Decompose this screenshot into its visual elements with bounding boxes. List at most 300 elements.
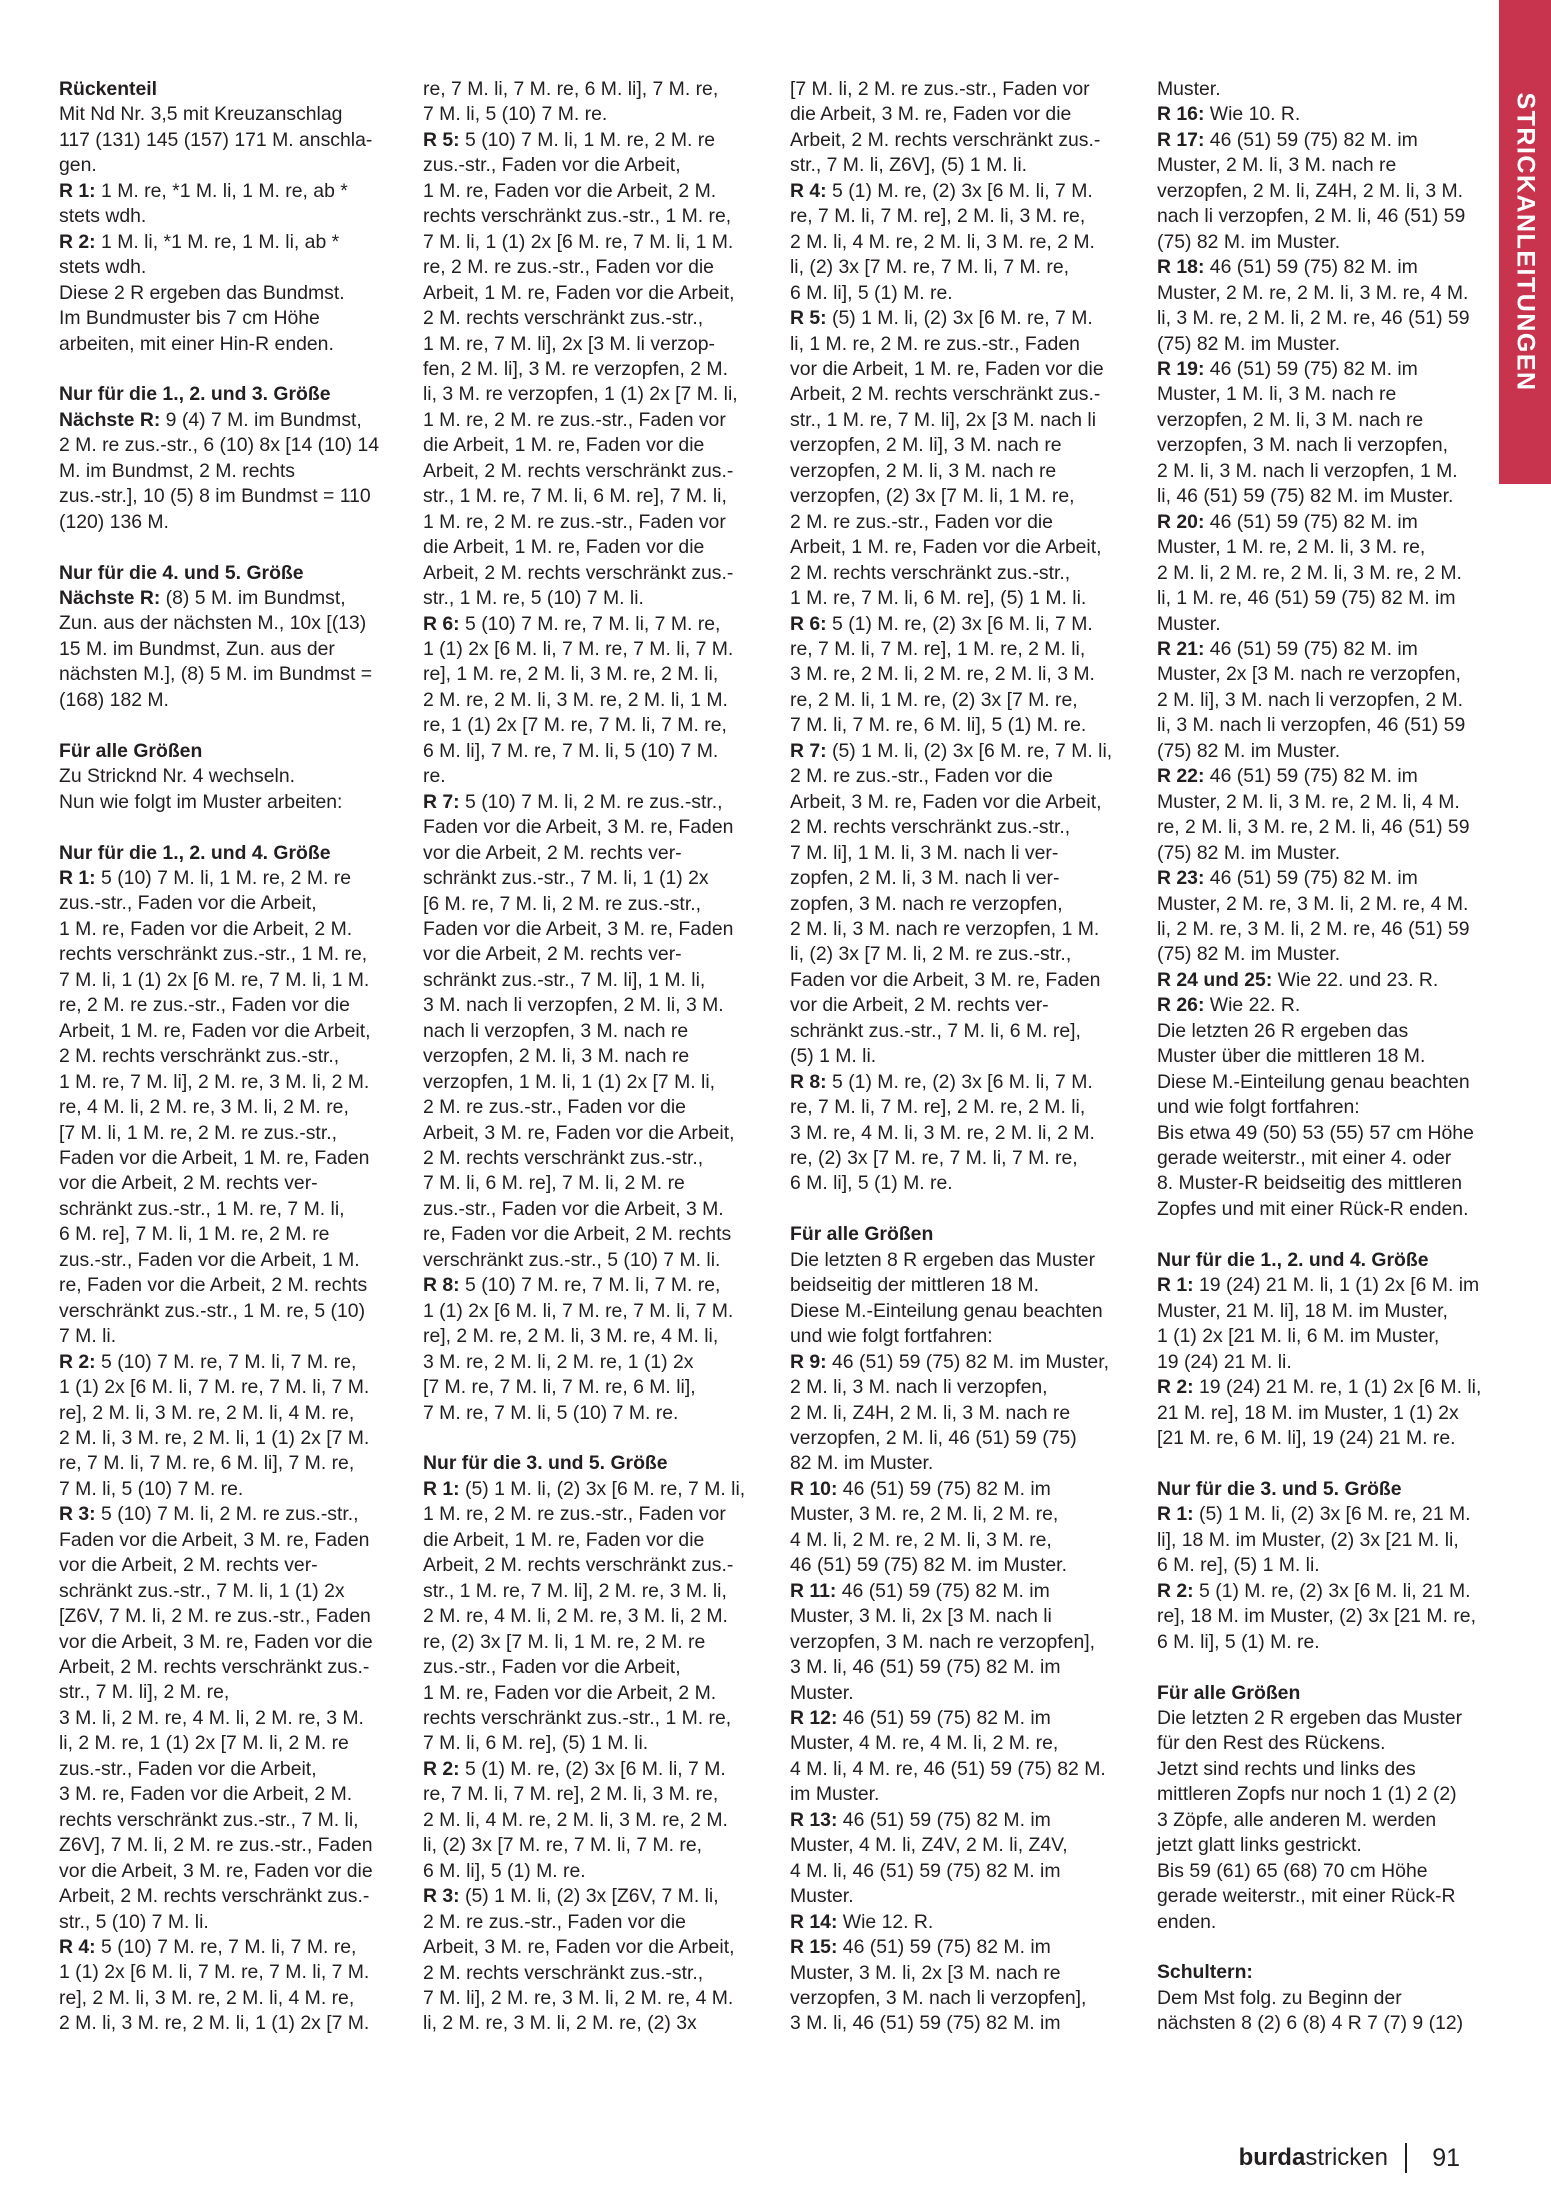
text-line: 1 (1) 2x [6 M. li, 7 M. re, 7 M. li, 7 M. xyxy=(59,1961,370,1984)
text-line: Bis 59 (61) 65 (68) 70 cm Höhe xyxy=(1157,1859,1428,1882)
text-line: Im Bundmuster bis 7 cm Höhe xyxy=(59,307,320,330)
text-line: 21 M. re], 18 M. im Muster, 1 (1) 2x xyxy=(1157,1401,1459,1424)
text-line: 3 Zöpfe, alle anderen M. werden xyxy=(1157,1808,1437,1831)
text-line: 2 M. re, 4 M. li, 2 M. re, 3 M. li, 2 M. xyxy=(423,1605,728,1628)
text-line: re], 2 M. li, 3 M. re, 2 M. li, 4 M. re, xyxy=(59,1986,355,2009)
text-line: mittleren Zopfs nur noch 1 (1) 2 (2) xyxy=(1157,1783,1457,1806)
row-text: 5 (1) M. re, (2) 3x [6 M. li, 7 M. xyxy=(826,179,1093,202)
section-heading: Für alle Größen xyxy=(790,1223,934,1246)
text-line: 7 M. li, 6 M. re], (5) 1 M. li. xyxy=(423,1732,649,1755)
row-label: R 3: xyxy=(423,1885,460,1908)
text-line: verschränkt zus.-str., 5 (10) 7 M. li. xyxy=(423,1248,721,1271)
text-line: (75) 82 M. im Muster. xyxy=(1157,332,1341,355)
row-text: 1 M. li, *1 M. re, 1 M. li, ab * xyxy=(95,230,340,253)
text-line: nach li verzopfen, 3 M. nach re xyxy=(423,1019,689,1042)
row-label: R 18: xyxy=(1157,256,1205,279)
row-text: 19 (24) 21 M. re, 1 (1) 2x [6 M. li, xyxy=(1193,1376,1482,1399)
text-line: verzopfen, (2) 3x [7 M. li, 1 M. re, xyxy=(790,485,1075,508)
text-line: enden. xyxy=(1157,1910,1217,1933)
text-line: Muster über die mittleren 18 M. xyxy=(1157,1045,1426,1068)
text-line: li, 2 M. re, 3 M. li, 2 M. re, (2) 3x xyxy=(423,2012,697,2035)
text-line: Muster, 1 M. li, 3 M. nach re xyxy=(1157,383,1397,406)
text-line: 3 M. re, Faden vor die Arbeit, 2 M. xyxy=(59,1783,353,1806)
text-line: 1 (1) 2x [6 M. li, 7 M. re, 7 M. li, 7 M. xyxy=(423,1299,734,1322)
text-line: vor die Arbeit, 3 M. re, Faden vor die xyxy=(59,1630,373,1653)
text-line: verzopfen, 1 M. li, 1 (1) 2x [7 M. li, xyxy=(423,1070,716,1093)
row-text: 46 (51) 59 (75) 82 M. im xyxy=(1204,867,1418,890)
text-line: jetzt glatt links gestrickt. xyxy=(1157,1834,1362,1857)
text-line: gerade weiterstr., mit einer Rück-R xyxy=(1157,1885,1456,1908)
text-line: 7 M. li], 2 M. re, 3 M. li, 2 M. re, 4 M. xyxy=(423,1986,734,2009)
text-line: (75) 82 M. im Muster. xyxy=(1157,739,1341,762)
text-column-1 xyxy=(59,77,405,2037)
row-instruction xyxy=(59,866,405,891)
row-instruction xyxy=(1157,866,1503,891)
text-line: Arbeit, 2 M. rechts verschränkt zus.- xyxy=(790,383,1101,406)
text-line: und wie folgt fortfahren: xyxy=(1157,1096,1360,1119)
text-line: [7 M. li, 2 M. re zus.-str., Faden vor xyxy=(790,78,1090,100)
text-line: li, 1 M. re, 2 M. re zus.-str., Faden xyxy=(790,332,1080,355)
text-line: Dem Mst folg. zu Beginn der xyxy=(1157,1986,1402,2009)
text-line: 46 (51) 59 (75) 82 M. im Muster. xyxy=(790,1554,1067,1577)
section-heading: Nur für die 3. und 5. Größe xyxy=(423,1452,668,1475)
row-instruction xyxy=(1157,993,1503,1018)
row-label: R 10: xyxy=(790,1477,838,1500)
row-text: 5 (10) 7 M. li, 1 M. re, 2 M. re xyxy=(95,866,352,889)
row-label: R 26: xyxy=(1157,994,1205,1017)
page-number: 91 xyxy=(1432,2144,1460,2172)
text-line: re, (2) 3x [7 M. li, 1 M. re, 2 M. re xyxy=(423,1630,706,1653)
text-line: Die letzten 8 R ergeben das Muster xyxy=(790,1248,1096,1271)
text-line: rechts verschränkt zus.-str., 1 M. re, xyxy=(423,205,732,228)
text-line: re], 1 M. re, 2 M. li, 3 M. re, 2 M. li, xyxy=(423,663,719,686)
row-label: R 1: xyxy=(59,179,96,202)
text-line: re, 2 M. li, 3 M. re, 2 M. li, 46 (51) 59 xyxy=(1157,816,1470,839)
text-line: 3 M. re, 2 M. li, 2 M. re, 2 M. li, 3 M. xyxy=(790,663,1095,686)
row-text: 5 (10) 7 M. re, 7 M. li, 7 M. re, xyxy=(95,1350,357,1373)
text-line: vor die Arbeit, 2 M. rechts ver- xyxy=(423,943,682,966)
row-text: Wie 12. R. xyxy=(837,1910,934,1933)
row-label: R 3: xyxy=(59,1503,96,1526)
text-line: 2 M. li, 3 M. re, 2 M. li, 1 (1) 2x [7 M. xyxy=(59,2012,370,2035)
row-text: 5 (10) 7 M. li, 1 M. re, 2 M. re xyxy=(459,128,716,151)
text-line: li, 1 M. re, 46 (51) 59 (75) 82 M. im xyxy=(1157,587,1456,610)
text-line: 2 M. re zus.-str., Faden vor die xyxy=(423,1910,686,1933)
row-text: 46 (51) 59 (75) 82 M. im xyxy=(1204,765,1418,788)
text-line: 2 M. rechts verschränkt zus.-str., xyxy=(59,1045,340,1068)
row-instruction xyxy=(1157,968,1503,993)
text-line: verzopfen, 3 M. nach re verzopfen], xyxy=(790,1630,1096,1653)
row-instruction xyxy=(1157,637,1503,662)
row-label: R 2: xyxy=(1157,1579,1194,1602)
row-text: Wie 22. und 23. R. xyxy=(1272,968,1439,991)
text-line: schränkt zus.-str., 7 M. li, 1 (1) 2x xyxy=(59,1579,345,1602)
text-line: im Muster. xyxy=(790,1783,880,1806)
text-line: Die letzten 26 R ergeben das xyxy=(1157,1019,1409,1042)
row-label: R 2: xyxy=(1157,1376,1194,1399)
text-line: Muster, 2 M. re, 3 M. li, 2 M. re, 4 M. xyxy=(1157,892,1469,915)
row-text: 5 (10) 7 M. li, 2 M. re zus.-str., xyxy=(459,790,723,813)
text-line: Die letzten 2 R ergeben das Muster xyxy=(1157,1706,1463,1729)
text-line: 2 M. li], 3 M. nach li verzopfen, 2 M. xyxy=(1157,688,1464,711)
text-line: re, (2) 3x [7 M. re, 7 M. li, 7 M. re, xyxy=(790,1147,1078,1170)
text-line: rechts verschränkt zus.-str., 1 M. re, xyxy=(423,1706,732,1729)
row-instruction xyxy=(1157,510,1503,535)
row-label: R 4: xyxy=(790,179,827,202)
row-instruction xyxy=(790,1706,1136,1731)
text-line: die Arbeit, 1 M. re, Faden vor die xyxy=(423,434,705,457)
section-heading: Nur für die 1., 2. und 4. Größe xyxy=(1157,1248,1429,1271)
text-line: nächsten 8 (2) 6 (8) 4 R 7 (7) 9 (12) xyxy=(1157,2012,1464,2035)
row-instruction xyxy=(1157,1579,1503,1604)
text-line: 2 M. li, 2 M. re, 2 M. li, 3 M. re, 2 M. xyxy=(1157,561,1462,584)
row-text: 46 (51) 59 (75) 82 M. im xyxy=(1204,128,1418,151)
row-label: Nächste R: xyxy=(59,587,161,610)
row-text: Wie 22. R. xyxy=(1204,994,1301,1017)
row-label: R 7: xyxy=(790,739,827,762)
text-line: verzopfen, 2 M. li], 3 M. nach re xyxy=(790,434,1062,457)
text-line: Faden vor die Arbeit, 3 M. re, Faden xyxy=(59,1528,370,1551)
row-label: R 5: xyxy=(423,128,460,151)
text-line: [21 M. re, 6 M. li], 19 (24) 21 M. re. xyxy=(1157,1427,1456,1449)
text-line: 15 M. im Bundmst, Zun. aus der xyxy=(59,637,335,660)
row-text: 5 (1) M. re, (2) 3x [6 M. li, 7 M. xyxy=(459,1757,726,1780)
text-line: rechts verschränkt zus.-str., 1 M. re, xyxy=(59,943,368,966)
text-line: stets wdh. xyxy=(59,205,147,228)
row-instruction xyxy=(423,128,769,153)
row-label: R 23: xyxy=(1157,867,1205,890)
text-line: Muster, 3 M. li, 2x [3 M. nach li xyxy=(790,1605,1052,1628)
row-instruction xyxy=(790,1935,1136,1960)
row-text: 5 (10) 7 M. re, 7 M. li, 7 M. re, xyxy=(459,612,721,635)
text-line: beidseitig der mittleren 18 M. xyxy=(790,1274,1039,1297)
row-label: R 21: xyxy=(1157,637,1205,660)
text-line: re, 7 M. li, 7 M. re], 2 M. li, 3 M. re, xyxy=(423,1783,719,1806)
text-line: verzopfen, 3 M. nach li verzopfen, xyxy=(1157,434,1449,457)
text-line: 2 M. li, Z4H, 2 M. li, 3 M. nach re xyxy=(790,1401,1071,1424)
text-line: für den Rest des Rückens. xyxy=(1157,1732,1386,1755)
text-line: re, Faden vor die Arbeit, 2 M. rechts xyxy=(59,1274,368,1297)
row-label: R 14: xyxy=(790,1910,838,1933)
text-line: 4 M. li, 4 M. re, 46 (51) 59 (75) 82 M. xyxy=(790,1757,1106,1780)
text-line: [Z6V, 7 M. li, 2 M. re zus.-str., Faden xyxy=(59,1605,371,1628)
row-instruction xyxy=(1157,1273,1503,1298)
text-line: 117 (131) 145 (157) 171 M. anschla- xyxy=(59,128,373,151)
text-line: str., 7 M. li], 2 M. re, xyxy=(59,1681,230,1704)
row-instruction xyxy=(1157,128,1503,153)
row-label: R 1: xyxy=(423,1477,460,1500)
text-column-3 xyxy=(790,77,1136,2037)
row-label: R 11: xyxy=(790,1579,837,1602)
text-line: zus.-str., Faden vor die Arbeit, xyxy=(59,1757,317,1780)
text-line: li, 2 M. re, 1 (1) 2x [7 M. li, 2 M. re xyxy=(59,1732,349,1755)
text-line: stets wdh. xyxy=(59,256,147,279)
text-line: 6 M. li], 5 (1) M. re. xyxy=(423,1859,586,1882)
text-line: re, 7 M. li, 7 M. re], 1 M. re, 2 M. li, xyxy=(790,637,1086,660)
text-line: Arbeit, 2 M. rechts verschränkt zus.- xyxy=(423,1554,734,1577)
text-line: re], 2 M. re, 2 M. li, 3 M. re, 4 M. li, xyxy=(423,1325,719,1348)
row-label: R 9: xyxy=(790,1350,827,1373)
row-text: 5 (10) 7 M. re, 7 M. li, 7 M. re, xyxy=(95,1936,357,1959)
text-line: li, (2) 3x [7 M. re, 7 M. li, 7 M. re, xyxy=(423,1834,703,1857)
text-line: li, 3 M. nach li verzopfen, 46 (51) 59 xyxy=(1157,714,1466,737)
row-label: R 22: xyxy=(1157,765,1205,788)
text-line: re, 7 M. li, 7 M. re], 2 M. re, 2 M. li, xyxy=(790,1096,1086,1119)
text-line: Muster, 4 M. li, Z4V, 2 M. li, Z4V, xyxy=(790,1834,1068,1857)
text-line: Mit Nd Nr. 3,5 mit Kreuzanschlag xyxy=(59,103,343,126)
section-heading: Rückenteil xyxy=(59,78,158,100)
text-line: 6 M. re], (5) 1 M. li. xyxy=(1157,1554,1320,1577)
text-line: Muster. xyxy=(1157,612,1221,635)
row-instruction xyxy=(790,1910,1136,1935)
text-line: str., 7 M. li, Z6V], (5) 1 M. li. xyxy=(790,154,1028,177)
text-line: 82 M. im Muster. xyxy=(790,1452,934,1475)
text-line: str., 1 M. re, 7 M. li, 6 M. re], 7 M. li, xyxy=(423,485,727,508)
row-text: 9 (4) 7 M. im Bundmst, xyxy=(160,408,362,431)
text-line: vor die Arbeit, 2 M. rechts ver- xyxy=(790,994,1049,1017)
footer-divider xyxy=(1405,2143,1407,2173)
text-line: re, 7 M. li, 7 M. re, 6 M. li], 7 M. re, xyxy=(59,1452,355,1475)
text-line: re], 2 M. li, 3 M. re, 2 M. li, 4 M. re, xyxy=(59,1401,355,1424)
row-label: R 20: xyxy=(1157,510,1205,533)
row-instruction xyxy=(1157,102,1503,127)
text-line: 3 M. nach li verzopfen, 2 M. li, 3 M. xyxy=(423,994,724,1017)
text-line: Nun wie folgt im Muster arbeiten: xyxy=(59,790,343,813)
text-line: 2 M. rechts verschränkt zus.-str., xyxy=(423,1147,704,1170)
text-line: re, 2 M. li, 1 M. re, (2) 3x [7 M. re, xyxy=(790,688,1078,711)
row-text: 1 M. re, *1 M. li, 1 M. re, ab * xyxy=(95,179,348,202)
text-line: Bis etwa 49 (50) 53 (55) 57 cm Höhe xyxy=(1157,1121,1474,1144)
text-line: 6 M. re], 7 M. li, 1 M. re, 2 M. re xyxy=(59,1223,330,1246)
text-line: rechts verschränkt zus.-str., 7 M. li, xyxy=(59,1808,359,1831)
text-line: str., 1 M. re, 7 M. li], 2x [3 M. nach li xyxy=(790,408,1097,431)
row-label: R 15: xyxy=(790,1936,838,1959)
row-label: R 1: xyxy=(59,866,96,889)
text-line: 6 M. li], 7 M. re, 7 M. li, 5 (10) 7 M. xyxy=(423,739,719,762)
row-instruction xyxy=(423,1884,769,1909)
text-line: 6 M. li], 5 (1) M. re. xyxy=(790,281,953,304)
text-line: 1 M. re, 7 M. li], 2 M. re, 3 M. li, 2 M. xyxy=(59,1070,370,1093)
text-line: 7 M. li], 1 M. li, 3 M. nach li ver- xyxy=(790,841,1059,864)
row-text: (5) 1 M. li, (2) 3x [Z6V, 7 M. li, xyxy=(459,1885,719,1908)
text-line: 1 M. re, Faden vor die Arbeit, 2 M. xyxy=(59,917,353,940)
section-tab xyxy=(1499,0,1551,484)
text-column-4 xyxy=(1157,77,1503,2037)
text-line: 3 M. li, 2 M. re, 4 M. li, 2 M. re, 3 M. xyxy=(59,1706,364,1729)
row-label: R 6: xyxy=(790,612,827,635)
text-line: Arbeit, 3 M. re, Faden vor die Arbeit, xyxy=(790,790,1102,813)
row-text: (5) 1 M. li, (2) 3x [6 M. re, 21 M. xyxy=(1193,1503,1471,1526)
text-line: li], 18 M. im Muster, (2) 3x [21 M. li, xyxy=(1157,1528,1459,1551)
text-line: 2 M. li, 3 M. nach li verzopfen, xyxy=(790,1376,1048,1399)
text-line: re, 1 (1) 2x [7 M. re, 7 M. li, 7 M. re, xyxy=(423,714,727,737)
text-line: (75) 82 M. im Muster. xyxy=(1157,943,1341,966)
row-text: 19 (24) 21 M. li, 1 (1) 2x [6 M. im xyxy=(1193,1274,1480,1297)
brand-bold: burda xyxy=(1238,2144,1306,2171)
text-line: M. im Bundmst, 2 M. rechts xyxy=(59,459,295,482)
row-instruction xyxy=(59,586,405,611)
text-line: Muster, 3 M. li, 2x [3 M. nach re xyxy=(790,1961,1061,1984)
row-text: 5 (1) M. re, (2) 3x [6 M. li, 7 M. xyxy=(826,612,1093,635)
text-line: schränkt zus.-str., 7 M. li, 6 M. re], xyxy=(790,1019,1081,1042)
row-text: 46 (51) 59 (75) 82 M. im xyxy=(1204,637,1418,660)
text-line: re. xyxy=(423,765,446,788)
text-line: vor die Arbeit, 3 M. re, Faden vor die xyxy=(59,1859,373,1882)
text-line: 8. Muster-R beidseitig des mittleren xyxy=(1157,1172,1462,1195)
text-line: verzopfen, 2 M. li, 46 (51) 59 (75) xyxy=(790,1427,1077,1449)
text-line: zus.-str., Faden vor die Arbeit, 1 M. xyxy=(59,1248,360,1271)
text-line: re, 4 M. li, 2 M. re, 3 M. li, 2 M. re, xyxy=(59,1096,349,1119)
text-line: zus.-str., Faden vor die Arbeit, xyxy=(423,1656,681,1679)
text-line: 2 M. rechts verschränkt zus.-str., xyxy=(423,1961,704,1984)
row-instruction xyxy=(790,1070,1136,1095)
row-label: R 2: xyxy=(59,1350,96,1373)
row-label: R 17: xyxy=(1157,128,1205,151)
row-instruction xyxy=(790,306,1136,331)
text-line: li, 3 M. re verzopfen, 1 (1) 2x [7 M. li, xyxy=(423,383,738,406)
text-line: verschränkt zus.-str., 1 M. re, 5 (10) xyxy=(59,1299,366,1322)
row-instruction xyxy=(59,230,405,255)
row-text: 46 (51) 59 (75) 82 M. im xyxy=(837,1936,1051,1959)
text-line: gerade weiterstr., mit einer 4. oder xyxy=(1157,1147,1452,1170)
row-instruction xyxy=(423,1757,769,1782)
row-instruction xyxy=(790,739,1136,764)
brand-rest: stricken xyxy=(1305,2144,1388,2171)
text-line: arbeiten, mit einer Hin-R enden. xyxy=(59,332,334,355)
text-line: li, 2 M. re, 3 M. li, 2 M. re, 46 (51) 59 xyxy=(1157,917,1470,940)
text-line: die Arbeit, 1 M. re, Faden vor die xyxy=(423,1528,705,1551)
text-line: (5) 1 M. li. xyxy=(790,1045,877,1068)
row-label: R 1: xyxy=(1157,1503,1194,1526)
row-text: 46 (51) 59 (75) 82 M. im xyxy=(1204,256,1418,279)
text-line: li, 3 M. re, 2 M. li, 2 M. re, 46 (51) 59 xyxy=(1157,307,1470,330)
text-line: [7 M. li, 1 M. re, 2 M. re zus.-str., xyxy=(59,1121,337,1144)
text-line: 7 M. li, 7 M. re, 6 M. li], 5 (1) M. re. xyxy=(790,714,1087,737)
row-label: R 5: xyxy=(790,307,827,330)
text-line: Muster. xyxy=(790,1681,854,1704)
row-text: 46 (51) 59 (75) 82 M. im xyxy=(1204,510,1418,533)
text-line: die Arbeit, 1 M. re, Faden vor die xyxy=(423,536,705,559)
row-text: 5 (10) 7 M. re, 7 M. li, 7 M. re, xyxy=(459,1274,721,1297)
text-line: vor die Arbeit, 1 M. re, Faden vor die xyxy=(790,357,1104,380)
text-line: 1 (1) 2x [6 M. li, 7 M. re, 7 M. li, 7 M. xyxy=(59,1376,370,1399)
text-line: li, 46 (51) 59 (75) 82 M. im Muster. xyxy=(1157,485,1454,508)
row-instruction xyxy=(1157,1502,1503,1527)
text-line: 1 (1) 2x [21 M. li, 6 M. im Muster, xyxy=(1157,1325,1440,1348)
row-instruction xyxy=(1157,1375,1503,1400)
row-label: R 1: xyxy=(1157,1274,1194,1297)
row-text: 46 (51) 59 (75) 82 M. im xyxy=(1204,357,1418,380)
text-line: Zu Stricknd Nr. 4 wechseln. xyxy=(59,765,296,788)
text-line: 2 M. re, 2 M. li, 3 M. re, 2 M. li, 1 M. xyxy=(423,688,728,711)
row-instruction xyxy=(1157,764,1503,789)
row-instruction xyxy=(1157,255,1503,280)
text-line: Arbeit, 2 M. rechts verschränkt zus.- xyxy=(59,1656,370,1679)
text-line: (120) 136 M. xyxy=(59,510,169,533)
text-line: 7 M. li, 5 (10) 7 M. re. xyxy=(59,1477,244,1500)
text-line: re], 18 M. im Muster, (2) 3x [21 M. re, xyxy=(1157,1605,1476,1628)
text-line: Arbeit, 3 M. re, Faden vor die Arbeit, xyxy=(423,1936,735,1959)
text-line: 3 M. re, 4 M. li, 3 M. re, 2 M. li, 2 M. xyxy=(790,1121,1095,1144)
text-line: Diese M.-Einteilung genau beachten xyxy=(1157,1070,1470,1093)
row-label: R 6: xyxy=(423,612,460,635)
text-line: 2 M. li, 3 M. nach re verzopfen, 1 M. xyxy=(790,917,1100,940)
text-line: Muster. xyxy=(790,1885,854,1908)
text-line: 2 M. re zus.-str., 6 (10) 8x [14 (10) 14 xyxy=(59,434,380,457)
text-line: 7 M. li, 1 (1) 2x [6 M. re, 7 M. li, 1 M. xyxy=(423,230,734,253)
text-line: re, 7 M. li, 7 M. re, 6 M. li], 7 M. re, xyxy=(423,78,719,100)
row-text: (5) 1 M. li, (2) 3x [6 M. re, 7 M. xyxy=(826,307,1093,330)
text-line: vor die Arbeit, 2 M. rechts ver- xyxy=(59,1554,318,1577)
text-line: Z6V], 7 M. li, 2 M. re zus.-str., Faden xyxy=(59,1834,373,1857)
text-line: zopfen, 3 M. nach re verzopfen, xyxy=(790,892,1063,915)
text-line: 1 (1) 2x [6 M. li, 7 M. re, 7 M. li, 7 M. xyxy=(423,637,734,660)
text-line: Arbeit, 1 M. re, Faden vor die Arbeit, xyxy=(59,1019,371,1042)
text-line: [7 M. re, 7 M. li, 7 M. re, 6 M. li], xyxy=(423,1376,696,1399)
text-line: Faden vor die Arbeit, 3 M. re, Faden xyxy=(423,917,734,940)
text-line: Arbeit, 3 M. re, Faden vor die Arbeit, xyxy=(423,1121,735,1144)
text-line: nach li verzopfen, 2 M. li, 46 (51) 59 xyxy=(1157,205,1466,228)
section-heading: Nur für die 1., 2. und 3. Größe xyxy=(59,383,331,406)
text-line: 6 M. li], 5 (1) M. re. xyxy=(790,1172,953,1195)
text-line: 2 M. rechts verschränkt zus.-str., xyxy=(423,307,704,330)
text-line: Muster, 2 M. re, 2 M. li, 3 M. re, 4 M. xyxy=(1157,281,1469,304)
text-line: 1 M. re, 7 M. li], 2x [3 M. li verzop- xyxy=(423,332,716,355)
row-instruction xyxy=(423,790,769,815)
row-label: R 12: xyxy=(790,1706,838,1729)
row-instruction xyxy=(59,1935,405,1960)
row-text: 46 (51) 59 (75) 82 M. im xyxy=(837,1808,1051,1831)
text-line: 4 M. li, 46 (51) 59 (75) 82 M. im xyxy=(790,1859,1061,1882)
text-line: 7 M. re, 7 M. li, 5 (10) 7 M. re. xyxy=(423,1401,679,1424)
row-label: R 2: xyxy=(59,230,96,253)
text-line: schränkt zus.-str., 1 M. re, 7 M. li, xyxy=(59,1197,345,1220)
text-line: 2 M. li, 4 M. re, 2 M. li, 3 M. re, 2 M. xyxy=(423,1808,728,1831)
row-label: Nächste R: xyxy=(59,408,161,431)
row-text: 5 (1) M. re, (2) 3x [6 M. li, 21 M. xyxy=(1193,1579,1471,1602)
text-line: 2 M. li, 4 M. re, 2 M. li, 3 M. re, 2 M. xyxy=(790,230,1095,253)
text-line: Arbeit, 2 M. rechts verschränkt zus.- xyxy=(790,128,1101,151)
text-line: 3 M. li, 46 (51) 59 (75) 82 M. im xyxy=(790,1656,1061,1679)
text-line: 19 (24) 21 M. li. xyxy=(1157,1350,1292,1373)
text-line: nächsten M.], (8) 5 M. im Bundmst = xyxy=(59,663,373,686)
row-instruction xyxy=(790,612,1136,637)
text-line: 6 M. li], 5 (1) M. re. xyxy=(1157,1630,1320,1653)
text-line: Muster. xyxy=(1157,78,1221,100)
text-line: verzopfen, 2 M. li, 3 M. nach re xyxy=(423,1045,690,1068)
text-line: vor die Arbeit, 2 M. rechts ver- xyxy=(423,841,682,864)
row-label: R 2: xyxy=(423,1757,460,1780)
text-line: zus.-str., Faden vor die Arbeit, xyxy=(423,154,681,177)
row-text: Wie 10. R. xyxy=(1204,103,1301,126)
text-line: Zopfes und mit einer Rück-R enden. xyxy=(1157,1197,1469,1220)
text-line: verzopfen, 3 M. nach li verzopfen], xyxy=(790,1986,1087,2009)
text-line: re, 7 M. li, 7 M. re], 2 M. li, 3 M. re, xyxy=(790,205,1086,228)
row-label: R 4: xyxy=(59,1936,96,1959)
row-text: (8) 5 M. im Bundmst, xyxy=(160,587,346,610)
section-tab-label: STRICKANLEITUNGEN xyxy=(1511,92,1540,392)
row-instruction xyxy=(59,1502,405,1527)
text-line: verzopfen, 2 M. li, 3 M. nach re xyxy=(1157,408,1424,431)
row-label: R 7: xyxy=(423,790,460,813)
text-line: 1 M. re, 2 M. re zus.-str., Faden vor xyxy=(423,408,726,431)
row-text: 46 (51) 59 (75) 82 M. im xyxy=(837,1477,1051,1500)
text-line: 1 M. re, Faden vor die Arbeit, 2 M. xyxy=(423,1681,717,1704)
row-text: 5 (10) 7 M. li, 2 M. re zus.-str., xyxy=(95,1503,359,1526)
text-line: 2 M. rechts verschränkt zus.-str., xyxy=(790,816,1071,839)
text-line: vor die Arbeit, 2 M. rechts ver- xyxy=(59,1172,318,1195)
row-label: R 8: xyxy=(790,1070,827,1093)
